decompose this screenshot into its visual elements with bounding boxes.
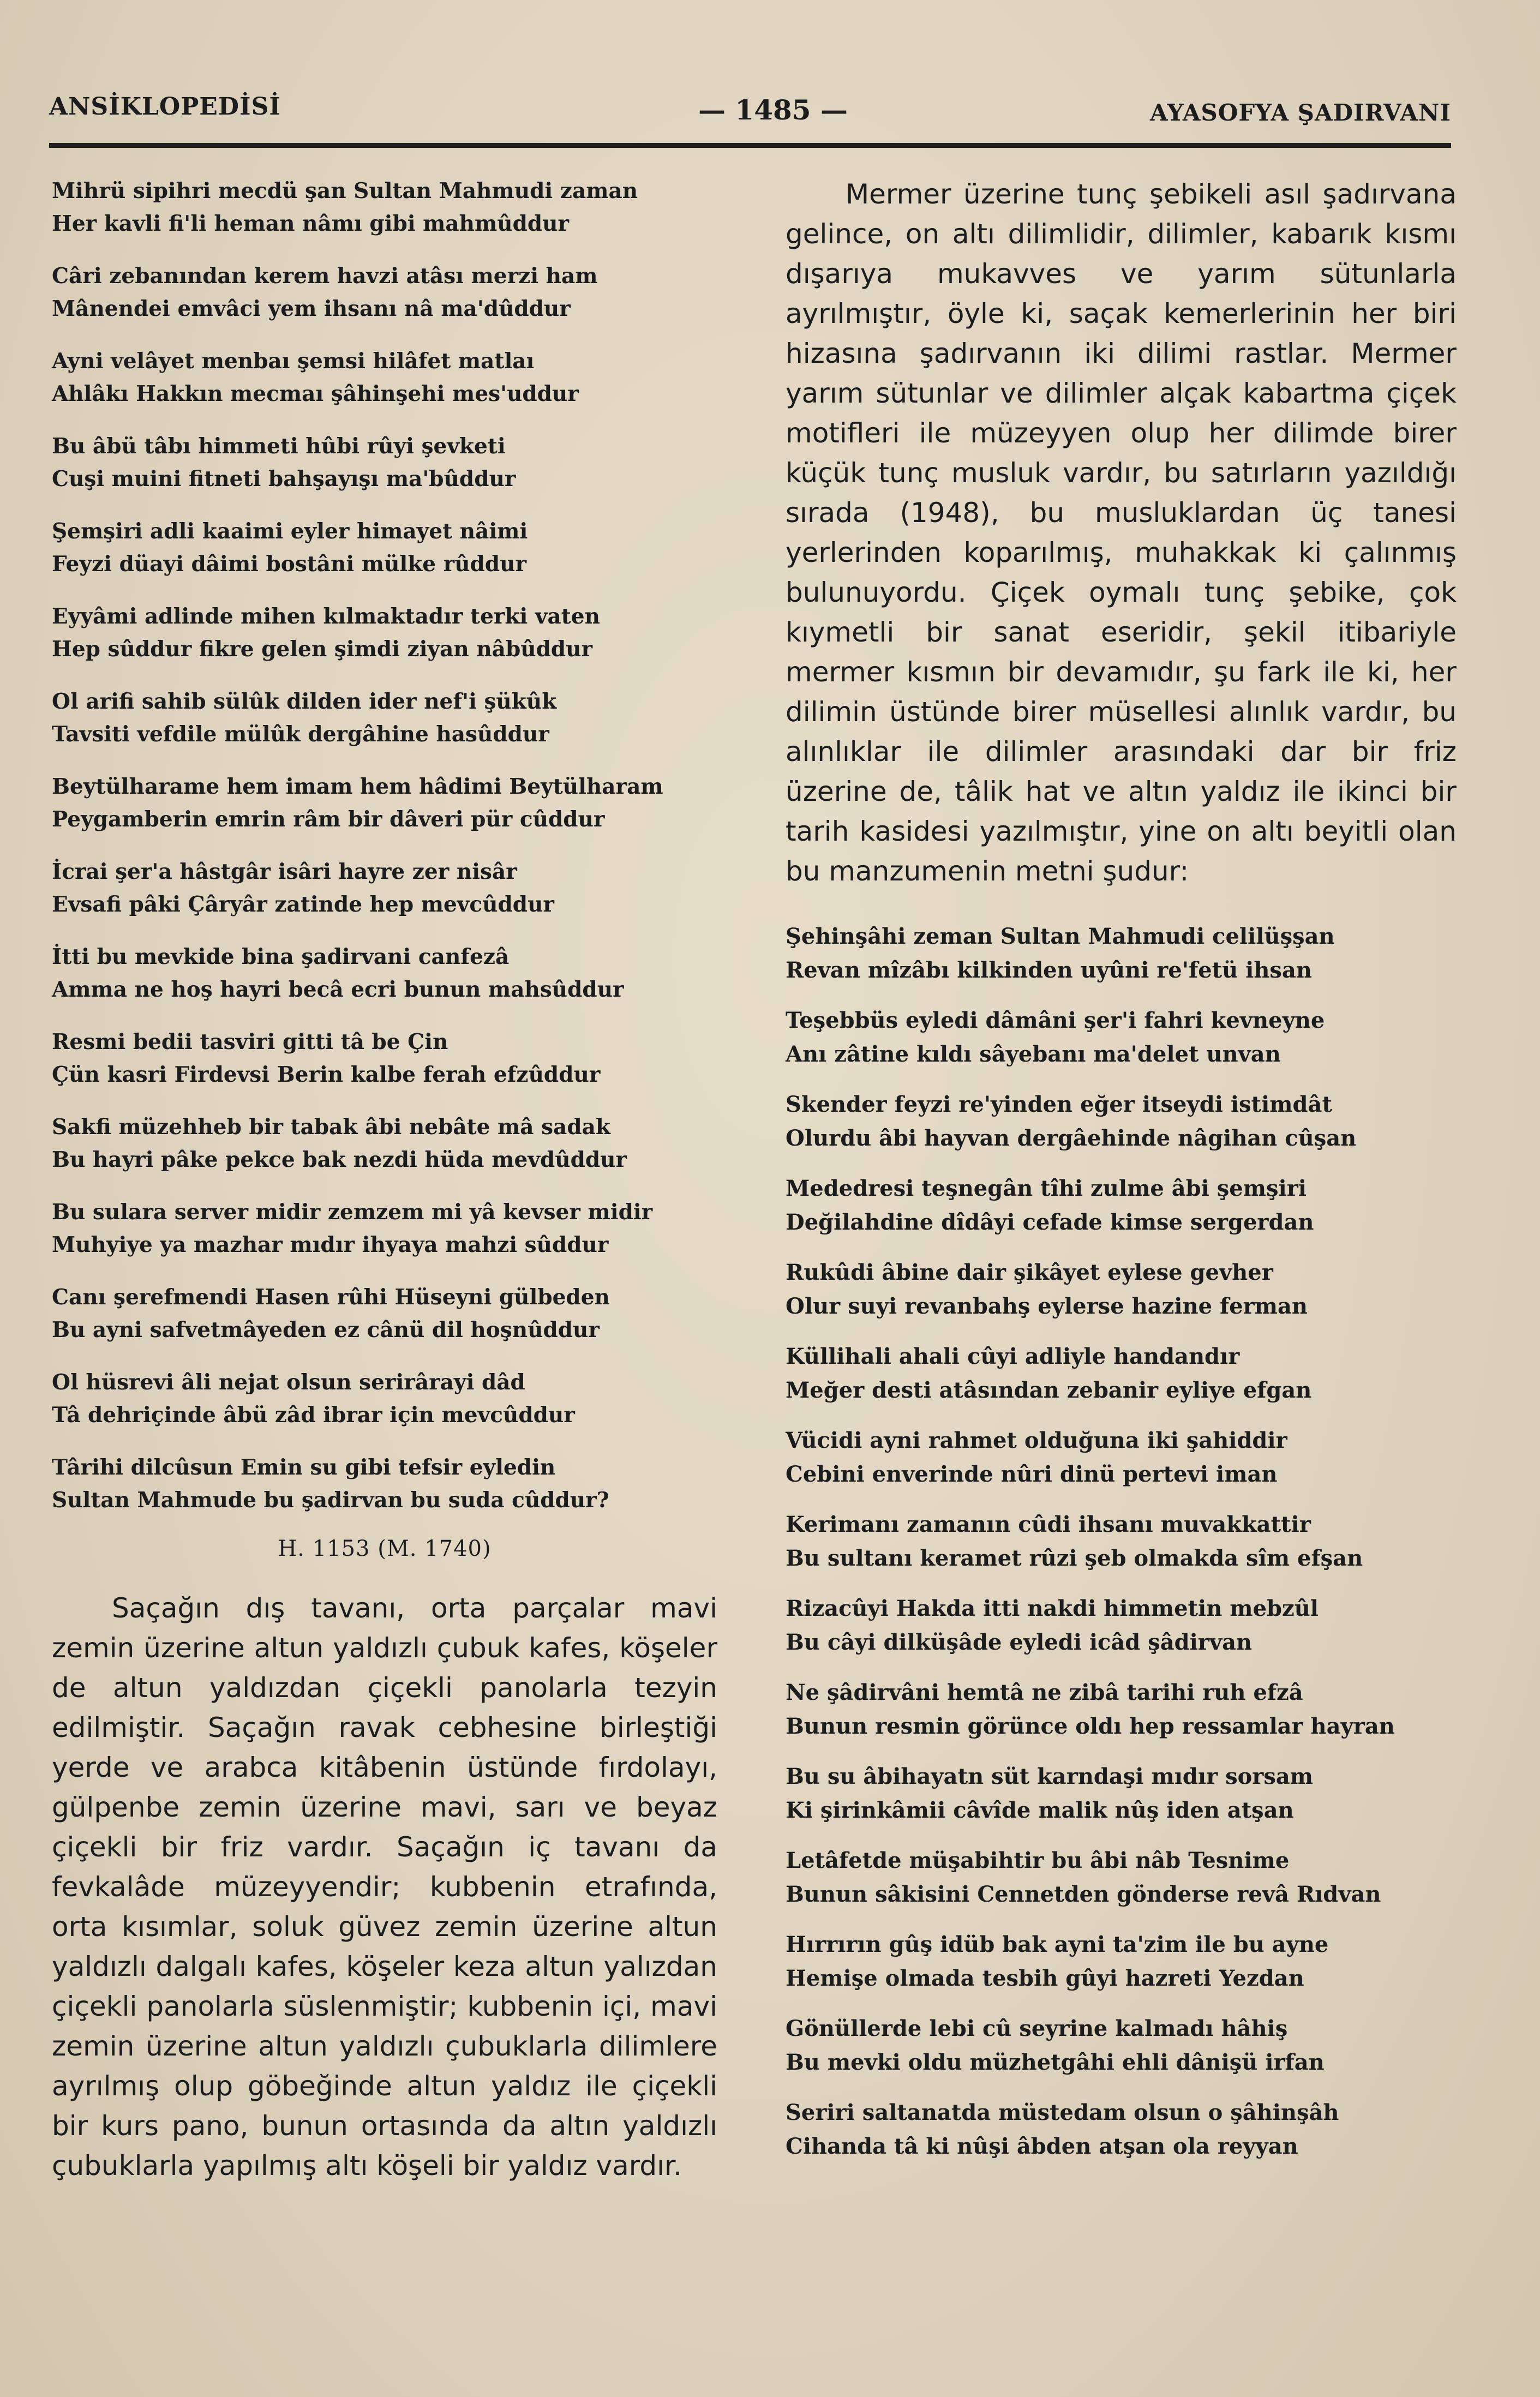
couplet — [786, 1172, 1457, 1239]
verse-line: Bu sultanı keramet rûzi şeb olmakda sîm efşan — [786, 1545, 1363, 1571]
left-paragraph: Saçağın dış tavanı, orta parçalar mavi zemin üzerine altun yaldızlı çubuk kafes, köşeler de altun yaldızdan çiçekli panolarla tezyin edilmiştir. Saçağın ravak cebhesine birleştiği yerde ve arabca kitâbenin üstünde fırdolayı, gülpenbe zemin üzerine mavi, sarı ve beyaz çiçekli bir friz vardır. Saçağın iç tavanı da fevkalâde müzeyyendir; kubbenin etrafında, orta kısımlar, soluk güvez zemin üzerine altun yaldızlı dalgalı kafes, köşeler keza altun yalızdan çiçekli panolarla süslenmiştir; kubbenin içi, mavi zemin üzerine altun yaldızlı çubuklarla dilimlere ayrılmış olup göbeğinde altun yaldız ile çiçekli bir kurs pano, bunun ortasında da altın yaldızlı çubuklarla yapılmış altı köşeli bir yaldız vardır. — [52, 1592, 717, 2182]
verse-line: Bu câyi dilküşâde eyledi icâd şâdirvan — [786, 1629, 1253, 1655]
verse-line: Letâfetde müşabihtir bu âbi nâb Tesnime — [786, 1848, 1290, 1873]
verse-line: Olurdu âbi hayvan dergâehinde nâgihan cûşan — [786, 1125, 1357, 1151]
couplet — [786, 1844, 1457, 1911]
verse-line: Hep sûddur fikre gelen şimdi ziyan nâbûddur — [52, 637, 593, 662]
verse-line: Ol hüsrevi âli nejat olsun serirârayi dâd — [52, 1370, 525, 1395]
couplet — [52, 855, 717, 921]
couplet — [52, 600, 717, 666]
header-right-title: AYASOFYA ŞADIRVANI — [1150, 99, 1451, 126]
verse-line: Bunun resmin görünce oldı hep ressamlar hayran — [786, 1713, 1395, 1739]
verse-line: Gönüllerde lebi cû seyrine kalmadı hâhiş — [786, 2016, 1288, 2041]
couplet — [52, 430, 717, 495]
couplet — [52, 345, 717, 410]
verse-line: Bu sulara server midir zemzem mi yâ kevser midir — [52, 1200, 653, 1225]
verse-line: Meğer desti atâsından zebanir eyliye efgan — [786, 1377, 1312, 1403]
verse-line: Çün kasri Firdevsi Berin kalbe ferah efzûddur — [52, 1062, 601, 1087]
verse-line: Rizacûyi Hakda itti nakdi himmetin mebzûl — [786, 1596, 1319, 1621]
verse-line: Mihrü sipihri mecdü şan Sultan Mahmudi zaman — [52, 178, 638, 203]
couplet — [786, 1592, 1457, 1659]
verse-line: Hemişe olmada tesbih gûyi hazreti Yezdan — [786, 1965, 1304, 1991]
couplet — [786, 1340, 1457, 1407]
verse-line: Bu hayri pâke pekce bak nezdi hüda mevdûddur — [52, 1147, 627, 1172]
verse-line: Küllihali ahali cûyi adliyle handandır — [786, 1344, 1240, 1369]
couplet — [786, 1508, 1457, 1575]
verse-line: Rukûdi âbine dair şikâyet eylese gevher — [786, 1260, 1273, 1285]
verse-line: Ki şirinkâmii câvîde malik nûş iden atşan — [786, 1797, 1294, 1823]
couplet — [52, 515, 717, 580]
verse-line: Bu ayni safvetmâyeden ez cânü dil hoşnûddur — [52, 1317, 600, 1343]
verse-line: Tâ dehriçinde âbü zâd ibrar için mevcûddur — [52, 1403, 575, 1428]
right-paragraph: Mermer üzerine tunç şebikeli asıl şadırvana gelince, on altı dilimlidir, dilimler, kabarık kısmı dışarıya mukavves ve yarım sütunlarla ayrılmıştır, öyle ki, saçak kemerlerinin her biri hizasına şadırvanın iki dilimi rastlar. Mermer yarım sütunlar ve dilimler alçak kabartma çiçek motifleri ile müzeyyen olup her dilimde birer küçük tunç musluk vardır, bu satırların yazıldığı sırada (1948), bu musluklardan üç tanesi yerlerinden koparılmış, muhakkak ki çalınmış bulunuyordu. Çiçek oymalı tunç şebike, çok kıymetli bir sanat eseridir, şekil itibariyle mermer kısmın bir devamıdır, şu fark ile ki, her dilimin üstünde birer müsellesi alınlık vardır, bu alınlıklar ile dilimler arasındaki dar bir friz üzerine de, tâlik hat ve altın yaldız ile ikinci bir tarih kasidesi yazılmıştır, yine on altı beyitli olan bu manzumenin metni şudur: — [786, 178, 1457, 887]
verse-line: Peygamberin emrin râm bir dâveri pür cûddur — [52, 807, 605, 832]
couplet — [52, 1451, 717, 1517]
verse-line: Mânendei emvâci yem ihsanı nâ ma'dûddur — [52, 296, 571, 321]
verse-line: Ahlâkı Hakkın mecmaı şâhinşehi mes'uddur — [52, 381, 579, 406]
couplet — [52, 1111, 717, 1176]
couplet — [786, 2096, 1457, 2164]
verse-line: Her kavli fi'li heman nâmı gibi mahmûddur — [52, 211, 570, 236]
verse-line: Değilahdine dîdâyi cefade kimse sergerdan — [786, 1209, 1314, 1235]
verse-line: Ne şâdirvâni hemtâ ne zibâ tarihi ruh efzâ — [786, 1680, 1303, 1705]
left-column — [52, 175, 717, 2186]
couplet — [786, 1256, 1457, 1323]
verse-line: Tavsiti vefdile mülûk dergâhine hasûddur — [52, 722, 549, 747]
verse-line: Feyzi düayi dâimi bostâni mülke rûddur — [52, 552, 526, 577]
verse-line: Târihi dilcûsun Emin su gibi tefsir eyledin — [52, 1455, 556, 1480]
verse-line: Şemşiri adli kaaimi eyler himayet nâimi — [52, 519, 528, 544]
couplet — [52, 1196, 717, 1261]
couplet — [52, 1281, 717, 1346]
couplet — [52, 1366, 717, 1431]
couplet — [52, 175, 717, 240]
header-left-title: ANSİKLOPEDİSİ — [49, 93, 281, 121]
couplet — [786, 1424, 1457, 1491]
verse-line: Bu âbü tâbı himmeti hûbi rûyi şevketi — [52, 434, 506, 459]
verse-line: Cebini enverinde nûri dinü pertevi iman — [786, 1461, 1278, 1487]
couplet — [52, 1026, 717, 1091]
verse-line: Canı şerefmendi Hasen rûhi Hüseyni gülbeden — [52, 1285, 610, 1310]
verse-line: Resmi bedii tasviri gitti tâ be Çin — [52, 1029, 448, 1054]
verse-line: Ol arifi sahib sülûk dilden ider nef'i şükûk — [52, 689, 557, 714]
couplet — [786, 1928, 1457, 1995]
right-column — [786, 175, 1457, 2180]
verse-line: Hırrırın gûş idüb bak ayni ta'zim ile bu ayne — [786, 1932, 1329, 1957]
verse-line: Şehinşâhi zeman Sultan Mahmudi celilüşşan — [786, 924, 1335, 949]
couplet — [52, 685, 717, 751]
verse-line: Mededresi teşnegân tîhi zulme âbi şemşiri — [786, 1176, 1307, 1201]
verse-line: Ayni velâyet menbaı şemsi hilâfet matlaı — [52, 349, 535, 374]
verse-line: Seriri saltanatda müstedam olsun o şâhinşâh — [786, 2100, 1339, 2125]
verse-line: Sakfi müzehheb bir tabak âbi nebâte mâ sadak — [52, 1114, 610, 1140]
verse-line: Sultan Mahmude bu şadirvan bu suda cûddur? — [52, 1488, 609, 1513]
verse-line: Vücidi ayni rahmet olduğuna iki şahiddir — [786, 1428, 1287, 1453]
verse-line: Bu mevki oldu müzhetgâhi ehli dânişü irfan — [786, 2050, 1325, 2075]
left-poem — [52, 175, 717, 1517]
couplet — [52, 770, 717, 836]
verse-line: Teşebbüs eyledi dâmâni şer'i fahri kevneyne — [786, 1008, 1325, 1033]
couplet — [786, 2012, 1457, 2080]
verse-line: Revan mîzâbı kilkinden uyûni re'fetü ihsan — [786, 957, 1312, 983]
right-poem — [786, 920, 1457, 2164]
couplet — [786, 1676, 1457, 1743]
header-rule-right — [1058, 143, 1451, 146]
verse-line: Cihanda tâ ki nûşi âbden atşan ola reyyan — [786, 2134, 1298, 2159]
verse-line: Câri zebanından kerem havzi atâsı merzi ham — [52, 263, 598, 289]
couplet — [52, 940, 717, 1006]
page-number: — 1485 — — [698, 94, 848, 126]
verse-line: Olur suyi revanbahş eylerse hazine ferman — [786, 1293, 1308, 1319]
couplet — [786, 1760, 1457, 1827]
verse-line: Amma ne hoş hayri becâ ecri bunun mahsûddur — [52, 977, 624, 1002]
verse-line: İcrai şer'a hâstgâr isâri hayre zer nisâr — [52, 859, 517, 884]
verse-line: Evsafi pâki Çâryâr zatinde hep mevcûddur — [52, 892, 554, 917]
couplet — [786, 920, 1457, 987]
date-line: H. 1153 (M. 1740) — [278, 1536, 492, 1561]
verse-line: İtti bu mevkide bina şadirvani canfezâ — [52, 944, 510, 969]
verse-line: Bunun sâkisini Cennetden gönderse revâ Rıdvan — [786, 1881, 1381, 1907]
verse-line: Bu su âbihayatn süt karndaşi mıdır sorsam — [786, 1764, 1314, 1789]
couplet — [52, 260, 717, 325]
couplet — [786, 1004, 1457, 1071]
couplet — [786, 1088, 1457, 1155]
verse-line: Cuşi muini fitneti bahşayışı ma'bûddur — [52, 466, 516, 492]
verse-line: Kerimanı zamanın cûdi ihsanı muvakkattir — [786, 1512, 1311, 1537]
verse-line: Eyyâmi adlinde mihen kılmaktadır terki vaten — [52, 604, 600, 629]
verse-line: Skender feyzi re'yinden eğer itseydi istimdât — [786, 1092, 1332, 1117]
verse-line: Beytülharame hem imam hem hâdimi Beytülharam — [52, 774, 663, 799]
verse-line: Muhyiye ya mazhar mıdır ihyaya mahzi sûddur — [52, 1232, 609, 1257]
verse-line: Anı zâtine kıldı sâyebanı ma'delet unvan — [786, 1041, 1281, 1067]
page-header — [49, 87, 1457, 131]
